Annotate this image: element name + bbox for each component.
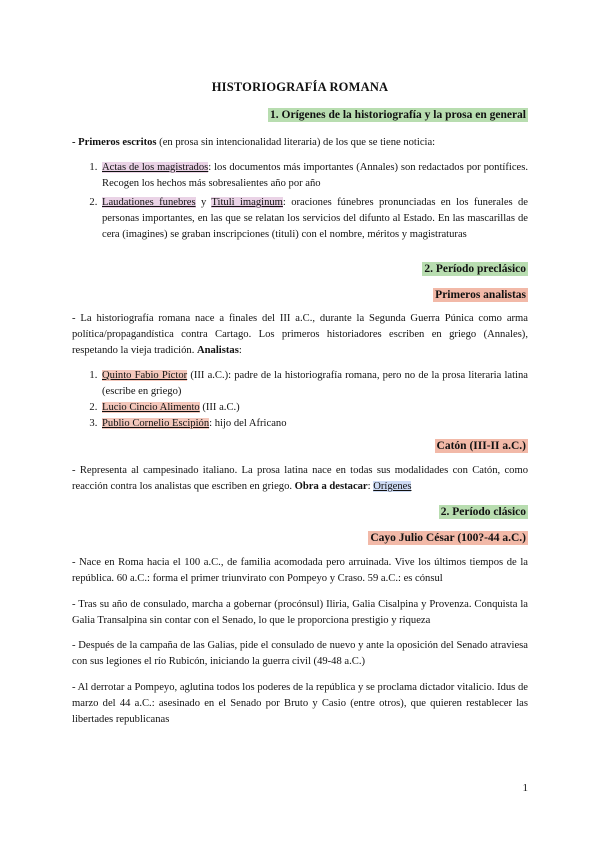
list-item-text: : oraciones fúnebres pronunciadas en los funerales de personas importantes, en las que se relatan los servicios del difunto al Estado. En las mascarillas de cera (imagines) se graban inscripciones (tituli) con el nombre, méritos y magistraturas bbox=[102, 197, 529, 240]
annalists-colon: : bbox=[238, 345, 242, 356]
caton-work: Orígenes bbox=[373, 481, 412, 492]
annalist-name: Publio Cornelio Escipión bbox=[102, 418, 210, 429]
first-writings-text: (en prosa sin intencionalidad literaria) de los que se tiene noticia: bbox=[156, 137, 436, 148]
paragraph-caesar-early: - Nace en Roma hacia el 100 a.C., de familia acomodada pero arruinada. Vive los últimos tiempos de la república. 60 a.C.: forma el primer triunvirato con Pompeyo y Craso. 59 a.C.: es cónsul bbox=[72, 557, 528, 584]
annalist-text: (III a.C.): padre de la historiografía romana, pero no de la prosa literaria latina (escribe en griego) bbox=[102, 370, 528, 397]
annalist-text: : hijo del Africano bbox=[209, 418, 287, 429]
caton-colon: : bbox=[367, 481, 374, 492]
list-item-text: : los documentos más importantes (Annales) son redactados por pontífices. Recogen los hechos más sobresalientes año por año bbox=[102, 162, 528, 189]
caton-bold: Obra a destacar bbox=[294, 481, 368, 492]
list-item-term: Laudationes funebres bbox=[102, 197, 196, 208]
page-title: HISTORIOGRAFÍA ROMANA bbox=[211, 80, 389, 94]
list-item bbox=[100, 400, 528, 416]
list-item bbox=[100, 160, 528, 192]
paragraph-caesar-rubicon: - Después de la campaña de las Galias, pide el consulado de nuevo y ante la oposición del Senado atraviesa con sus legiones el río Rubicón, iniciando la guerra civil (49-48 a.C.) bbox=[72, 640, 528, 667]
annalists-bold: Analistas bbox=[197, 345, 239, 356]
subsection-heading-caesar: Cayo Julio César (100?-44 a.C.) bbox=[370, 532, 526, 544]
paragraph-annalists bbox=[72, 311, 528, 359]
paragraph-first-writings bbox=[72, 135, 528, 151]
paragraph-caesar-consulship: - Tras su año de consulado, marcha a gobernar (procónsul) Iliria, Galia Cisalpina y Provenza. Conquista la Galia Transalpina sin contar con el Senado, lo que le proporciona prestigio y riqueza bbox=[72, 599, 528, 626]
paragraph-caesar-death: - Al derrotar a Pompeyo, aglutina todos los poderes de la república y se proclama dictador vitalicio. Idus de marzo del 44 a.C.: asesinado en el Senado por Bruto y Casio (entre otros), que quieren restablecer las libertades republicanas bbox=[72, 682, 528, 725]
annalists-text: - La historiografía romana nace a finales del III a.C., durante la Segunda Guerra Púnica como arma política/propagandística contra Cartago. Los primeros historiadores escriben en griego (Annales), respetando la vieja tradición. bbox=[72, 313, 528, 356]
paragraph-caton bbox=[72, 463, 528, 495]
list-item bbox=[100, 416, 528, 432]
first-writings-lead: - Primeros escritos bbox=[72, 137, 157, 148]
subsection-heading-first-annalists: Primeros analistas bbox=[435, 289, 526, 301]
section-heading-origins: 1. Orígenes de la historiografía y la prosa en general bbox=[270, 109, 526, 121]
page-number: 1 bbox=[522, 782, 528, 794]
list-item-connector: y bbox=[195, 197, 212, 208]
section-heading-preclassic: 2. Período preclásico bbox=[424, 263, 526, 275]
annalist-text: (III a.C.) bbox=[199, 402, 240, 413]
list-annalists bbox=[72, 368, 528, 432]
subsection-heading-caton: Catón (III-II a.C.) bbox=[436, 440, 526, 452]
list-item-term-secondary: Tituli imaginum bbox=[211, 197, 283, 208]
annalist-name: Lucio Cincio Alimento bbox=[102, 402, 200, 413]
list-first-writings bbox=[72, 160, 528, 243]
annalist-name: Quinto Fabio Píctor bbox=[102, 370, 188, 381]
list-item-term: Actas de los magistrados bbox=[102, 162, 209, 173]
list-item bbox=[100, 368, 528, 400]
section-heading-classic: 2. Período clásico bbox=[440, 506, 526, 518]
caton-text: - Representa al campesinado italiano. La prosa latina nace en todas sus modalidades con Catón, como reacción contra los analistas que escriben en griego. bbox=[72, 465, 528, 492]
list-item bbox=[100, 195, 528, 243]
